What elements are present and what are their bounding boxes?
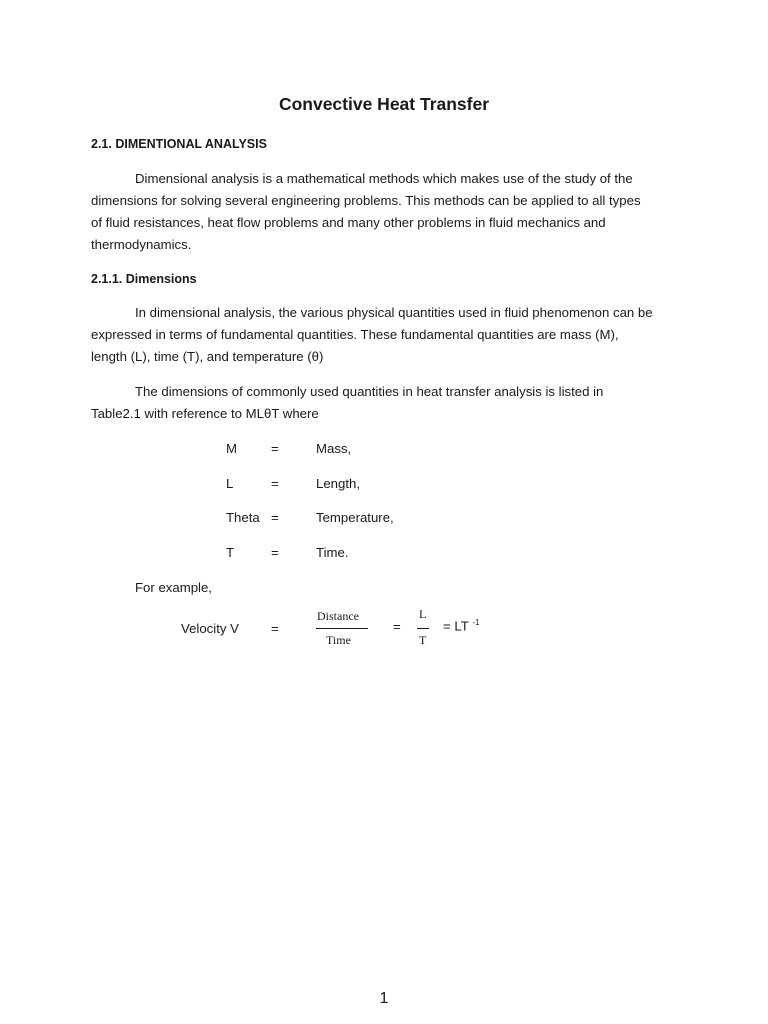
subsection-paragraph-2 bbox=[91, 381, 691, 425]
paragraph-line: thermodynamics. bbox=[91, 237, 192, 252]
equation-equals: = bbox=[393, 619, 401, 634]
equation-result bbox=[443, 618, 480, 633]
equation-equals: = bbox=[271, 621, 279, 636]
paragraph-line: Table2.1 with reference to MLθT where bbox=[91, 406, 319, 421]
definition-symbol: M bbox=[226, 441, 237, 456]
definition-value: Time. bbox=[316, 545, 349, 560]
definition-equals: = bbox=[271, 510, 279, 525]
fraction-numerator: Distance bbox=[317, 609, 359, 623]
paragraph-line: of fluid resistances, heat flow problems and many other problems in fluid mechanics and bbox=[91, 215, 606, 230]
definition-row bbox=[0, 545, 768, 565]
definition-symbol: Theta bbox=[226, 510, 260, 525]
paragraph-line: The dimensions of commonly used quantities in heat transfer analysis is listed in bbox=[135, 384, 604, 399]
definition-symbol: T bbox=[226, 545, 235, 560]
definition-value: Temperature, bbox=[316, 510, 394, 525]
example-intro: For example, bbox=[135, 580, 212, 595]
equation-lhs: Velocity V bbox=[181, 621, 239, 636]
fraction-bar bbox=[316, 628, 368, 629]
page-number: 1 bbox=[379, 990, 389, 1007]
definition-symbol: L bbox=[226, 476, 234, 491]
definition-equals: = bbox=[271, 545, 279, 560]
paragraph-line: length (L), time (T), and temperature (θ) bbox=[91, 349, 324, 364]
fraction-numerator: L bbox=[419, 607, 427, 621]
definition-row bbox=[0, 510, 768, 530]
subsection-paragraph-1 bbox=[91, 302, 691, 368]
section-paragraph bbox=[91, 168, 691, 256]
section-heading: 2.1. DIMENTIONAL ANALYSIS bbox=[91, 137, 267, 151]
fraction-denominator: Time bbox=[326, 633, 351, 647]
definition-value: Length, bbox=[316, 476, 360, 491]
fraction-bar bbox=[417, 628, 429, 629]
paragraph-line: expressed in terms of fundamental quantities. These fundamental quantities are mass (M), bbox=[91, 327, 619, 342]
definition-equals: = bbox=[271, 441, 279, 456]
fraction-denominator: T bbox=[419, 633, 427, 647]
paragraph-line: Dimensional analysis is a mathematical methods which makes use of the study of the bbox=[135, 171, 633, 186]
equation-result-exponent: -1 bbox=[472, 618, 480, 627]
definition-equals: = bbox=[271, 476, 279, 491]
definition-row bbox=[0, 441, 768, 461]
subsection-heading: 2.1.1. Dimensions bbox=[91, 272, 197, 286]
document-title: Convective Heat Transfer bbox=[278, 94, 490, 114]
paragraph-line: In dimensional analysis, the various physical quantities used in fluid phenomenon can be bbox=[135, 305, 653, 320]
equation-result-base: = LT bbox=[443, 618, 469, 634]
definition-value: Mass, bbox=[316, 441, 352, 456]
definition-row bbox=[0, 476, 768, 496]
paragraph-line: dimensions for solving several engineering problems. This methods can be applied to all types bbox=[91, 193, 641, 208]
